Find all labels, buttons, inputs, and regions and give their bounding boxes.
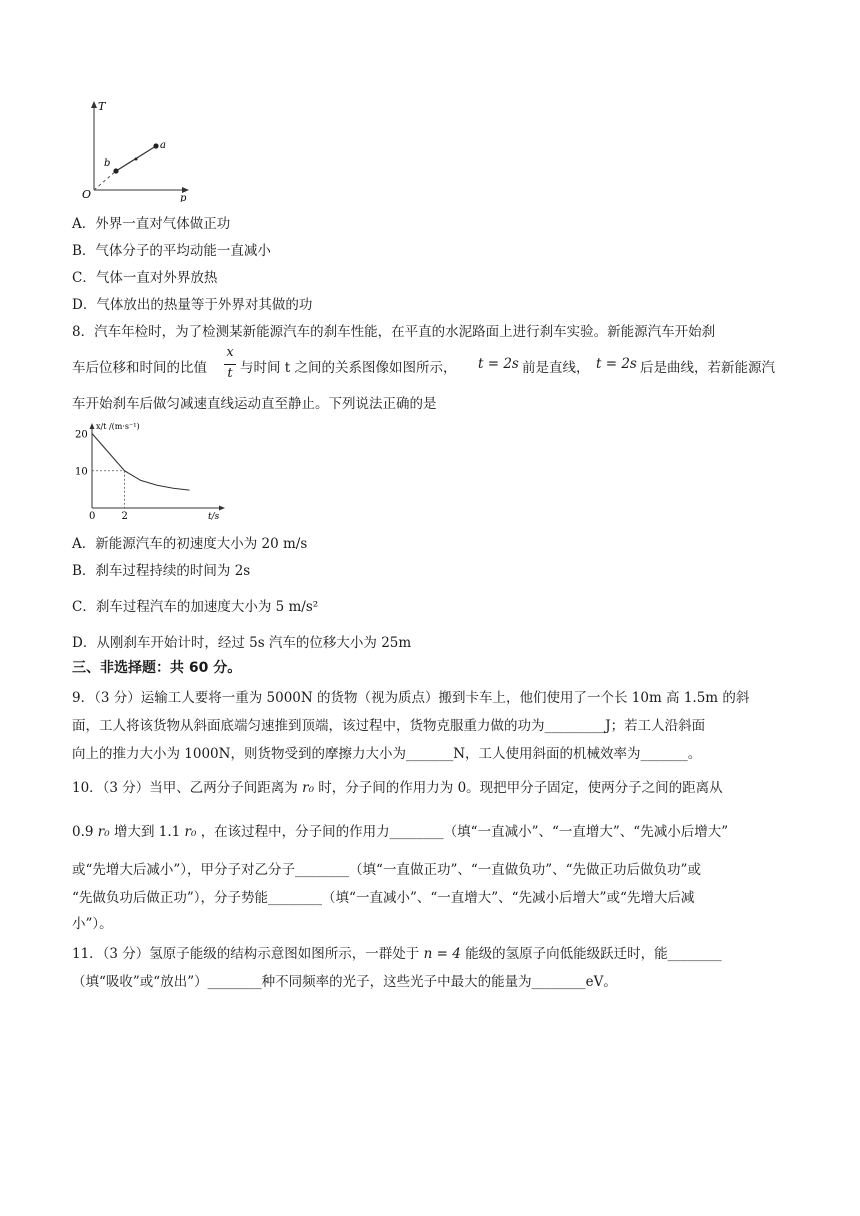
q8-line3: 车开始刹车后做匀减速直线运动直至静止。下列说法正确的是: [72, 396, 437, 412]
q8-line2-b: 与时间 t 之间的关系图像如图所示，: [240, 360, 457, 376]
xt-vs-t-chart: [72, 420, 232, 522]
q10-line1-a: 10．（3 分）当甲、乙两分子间距离为: [72, 780, 298, 796]
midpoint: [135, 158, 138, 161]
q8-option-a: A．新能源汽车的初速度大小为 20 m/s: [72, 536, 308, 552]
section-three-heading: 三、非选择题：共 60 分。: [72, 660, 242, 676]
q7-option-b: B．气体分子的平均动能一直减小: [72, 243, 271, 259]
q8-line2: [72, 356, 207, 376]
q8-option-c: C．刹车过程汽车的加速度大小为 5 m/s²: [72, 599, 319, 615]
chart-series-line-straight: [92, 433, 125, 470]
q11-line2: （填“吸收”或“放出”）________种不同频率的光子，这些光子中最大的能量为________eV。: [72, 974, 617, 990]
q10-line5: 小”）。: [72, 916, 113, 932]
frac-numerator: x: [226, 345, 234, 360]
q8-line2-c: 前是直线，: [522, 360, 590, 376]
chart-y-tick-label: 10: [75, 466, 88, 478]
t-axis-arrow: [91, 101, 97, 108]
q8-line2-d: 后是曲线，若新能源汽: [640, 360, 775, 376]
chart-x-axis-arrow: [219, 506, 225, 511]
q10-line2-c: ，在该过程中，分子间的作用力________（填“一直减小”、“一直增大”、“先减小后增大”: [200, 824, 729, 840]
point-a-label: a: [160, 140, 166, 151]
q9-line1: 9．（3 分）运输工人要将一重为 5000N 的货物（视为质点）搬到卡车上，他们使用了一个长 10m 高 1.5m 的斜: [72, 690, 750, 706]
q7-option-d: D．气体放出的热量等于外界对其做的功: [72, 297, 313, 313]
point-b-label: b: [104, 158, 111, 169]
q8-eq1: t = 2s: [478, 356, 519, 372]
q10-line2-b: 增大到 1.1: [113, 824, 181, 840]
q10-line2-a: 0.9: [72, 824, 94, 840]
q8-line1: 8．汽车年检时，为了检测某新能源汽车的刹车性能，在平直的水泥路面上进行刹车实验。新能源汽车开始刹: [72, 324, 716, 340]
chart-ylabel: x/t /(m·s⁻¹): [96, 422, 140, 431]
q7-option-c: C．气体一直对外界放热: [72, 270, 218, 286]
q11-line1: [72, 942, 722, 962]
q9-line2: 面，工人将该货物从斜面底端匀速推到顶端，该过程中，货物克服重力做的功为_________J；若工人沿斜面: [72, 718, 706, 734]
q8-option-d: D．从刚刹车开始计时，经过 5s 汽车的位移大小为 25m: [72, 635, 412, 651]
frac-denominator: t: [227, 366, 233, 381]
q11-line1-b: 能级的氢原子向低能级跃迁时，能________: [465, 946, 722, 962]
q11-eq: n = 4: [423, 946, 461, 962]
q10-line4: “先做负功后做正功”），分子势能________（填“一直减小”、“一直增大”、“先减小后增大”或“先增大后减: [72, 890, 695, 906]
q10-line1-b: 时，分子间的作用力为 0。现把甲分子固定，使两分子之间的距离从: [318, 780, 723, 796]
chart-y-tick-label: 20: [75, 429, 88, 441]
point-a: [153, 143, 158, 148]
q10-line1: [72, 776, 723, 796]
p-axis-label: p: [180, 193, 187, 202]
t-axis-label: T: [98, 100, 106, 113]
q10-r0-end: r₀: [184, 824, 197, 840]
q10-r0-start: r₀: [97, 824, 110, 840]
q9-line3: 向上的推力大小为 1000N，则货物受到的摩擦力大小为_______N，工人使用斜面的机械效率为_______。: [72, 746, 702, 762]
extension-dashed-line: [94, 171, 116, 190]
q8-option-b: B．刹车过程持续的时间为 2s: [72, 563, 251, 579]
q7-option-a: A．外界一直对气体做正功: [72, 216, 231, 232]
chart-x-tick-label: 0: [89, 511, 96, 522]
chart-y-axis-arrow: [90, 423, 95, 429]
chart-x-tick-label: 2: [121, 511, 128, 522]
origin-label: O: [82, 188, 92, 201]
frac-bar: [224, 364, 236, 365]
q8-eq2: t = 2s: [596, 356, 637, 372]
q10-r0: r₀: [302, 780, 314, 796]
q10-line2: [72, 820, 728, 840]
q10-line3: 或“先增大后减小”），甲分子对乙分子________（填“一直做正功”、“一直做负功”、“先做正功后做负功”或: [72, 862, 701, 878]
q11-line1-a: 11．（3 分）氢原子能级的结构示意图如图所示，一群处于: [72, 946, 420, 962]
tp-graph-figure: [76, 98, 196, 202]
chart-series-line-curve: [125, 471, 190, 490]
chart-xlabel: t/s: [208, 512, 220, 522]
q8-line2-a: 车后位移和时间的比值: [72, 360, 207, 376]
point-b: [113, 168, 118, 173]
